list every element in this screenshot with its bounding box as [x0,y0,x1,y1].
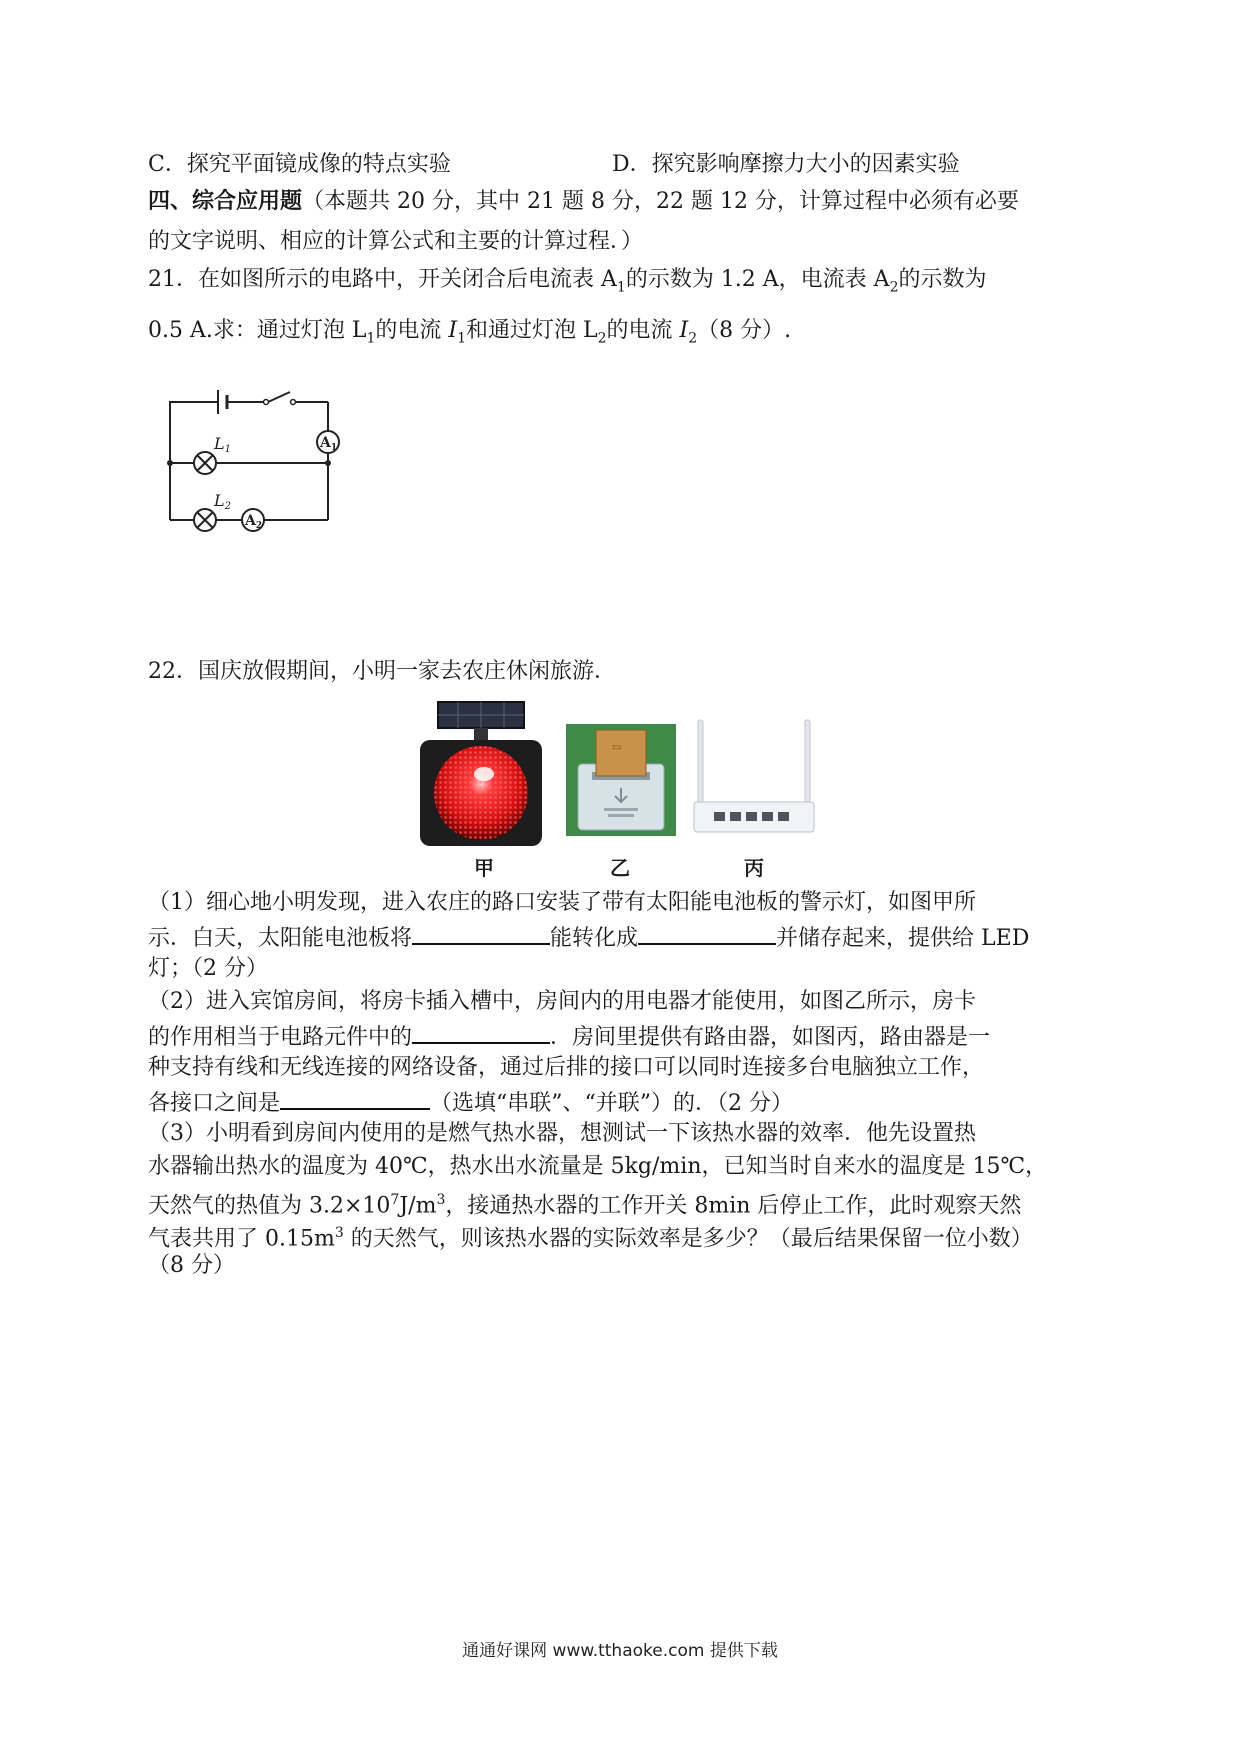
answer-blank-4[interactable] [280,1086,430,1110]
q22-s3-line4 [148,1218,1033,1254]
caption-jia: 甲 [474,856,494,880]
q22-text: J/m [399,1193,437,1219]
section-note-continued: 的文字说明、相应的计算公式和主要的计算过程．） [148,229,644,254]
q21-var: I [679,318,689,343]
router-image [692,718,816,840]
q21-var: I [448,318,458,343]
router-antenna [805,720,810,804]
q21-line2 [148,316,791,353]
q22-s3-line3 [148,1185,1021,1221]
q22-text: 并储存起来，提供给 LED [776,926,1030,951]
q22-s2-line3: 种支持有线和无线连接的网络设备，通过后排的接口可以同时连接多台电脑独立工作， [148,1055,985,1080]
q22-text: 气表共用了 0.15m [148,1226,335,1252]
q21-sub: 1 [366,330,376,347]
q22-text: 天然气的热值为 3.2×10 [148,1193,391,1219]
q22-sup: 3 [334,1225,344,1241]
q22-text: 能转化成 [550,926,639,951]
solar-warning-light-image [418,700,544,848]
q22-s3-line5: （8 分） [148,1253,235,1278]
q21-text: 0.5 A.求：通过灯泡 L [148,318,367,343]
q21-sub: 2 [688,330,698,347]
q22-intro: 22．国庆放假期间，小明一家去农庄休闲旅游． [148,659,616,684]
q22-text: 的作用相当于电路元件中的 [148,1025,413,1050]
circuit-diagram [160,380,350,540]
lamp-l2 [194,509,216,531]
a1-label: $A_1$ [320,435,338,453]
switch-blade [268,392,290,402]
q21-sub: 1 [616,279,626,296]
caption-bing: 丙 [744,856,764,880]
q22-text: （选填“串联”、“并联”）的．（2 分） [430,1091,793,1116]
q21-text: 和通过灯泡 L [466,318,598,343]
q21-text: 的电流 [375,318,449,343]
q21-line1 [148,265,987,302]
answer-blank-1[interactable] [412,921,550,945]
switch-contact [291,400,296,405]
a2-label: $A_2$ [245,513,263,531]
junction-dot [167,460,173,466]
q22-s2-line1: （2）进入宾馆房间，将房卡插入槽中，房间内的用电器才能使用，如图乙所示，房卡 [148,989,976,1014]
q21-sub: 1 [457,330,467,347]
q22-sup: 3 [436,1192,446,1208]
q22-s2-line4 [148,1086,793,1119]
q21-text: 的电流 [606,318,680,343]
q22-s2-line2 [148,1020,990,1053]
q22-text: 的天然气，则该热水器的实际效率是多少？（最后结果保留一位小数） [343,1226,1033,1252]
room-card-slot-image [566,724,676,836]
q22-s1-line3: 灯；（2 分） [148,956,268,981]
option-c: C．探究平面镜成像的特点实验 [148,152,451,177]
q21-text: （8 分）. [697,318,792,343]
q22-text: 各接口之间是 [148,1091,281,1116]
answer-blank-3[interactable] [412,1020,550,1044]
l1-label: L1 [214,434,231,455]
room-card [596,730,646,776]
q22-s1-line2 [148,921,1029,954]
section-note: （本题共 20 分，其中 21 题 8 分，22 题 12 分，计算过程中必须有必要 [302,189,1019,214]
l2-label: L2 [214,491,231,512]
q22-s3-line2: 水器输出热水的温度为 40℃，热水出水流量是 5kg/min，已知当时自来水的温度是 15℃， [148,1154,1048,1179]
lamp-l1 [194,452,216,474]
switch-contact [264,400,269,405]
junction-dot [325,460,331,466]
answer-blank-2[interactable] [638,921,776,945]
page-footer: 通通好课网 www.tthaoke.com 提供下载 [462,1641,778,1661]
q22-s1-line1: （1）细心地小明发现，进入农庄的路口安装了带有太阳能电池板的警示灯，如图甲所 [148,890,976,915]
q22-s3-line1: （3）小明看到房间内使用的是燃气热水器，想测试一下该热水器的效率．他先设置热 [148,1121,976,1146]
q21-text: 21．在如图所示的电路中，开关闭合后电流表 A [148,267,617,292]
q21-sub: 2 [597,330,607,347]
section-heading: 四、综合应用题 [148,188,303,214]
option-d: D．探究影响摩擦力大小的因素实验 [612,152,960,177]
q22-sup: 7 [390,1192,400,1208]
q22-text: ．房间里提供有路由器，如图丙，路由器是一 [550,1025,991,1050]
caption-yi: 乙 [610,856,630,880]
q21-sub: 2 [889,279,899,296]
q21-text: 的示数为 [898,267,987,292]
svg-text:▭: ▭ [612,742,622,753]
q22-text: ，接通热水器的工作开关 8min 后停止工作，此时观察天然 [445,1193,1022,1219]
q21-text: 的示数为 1.2 A，电流表 A [625,267,890,292]
q22-text: 示．白天，太阳能电池板将 [148,926,413,951]
router-antenna [698,720,703,804]
section-heading-line [148,186,1019,217]
